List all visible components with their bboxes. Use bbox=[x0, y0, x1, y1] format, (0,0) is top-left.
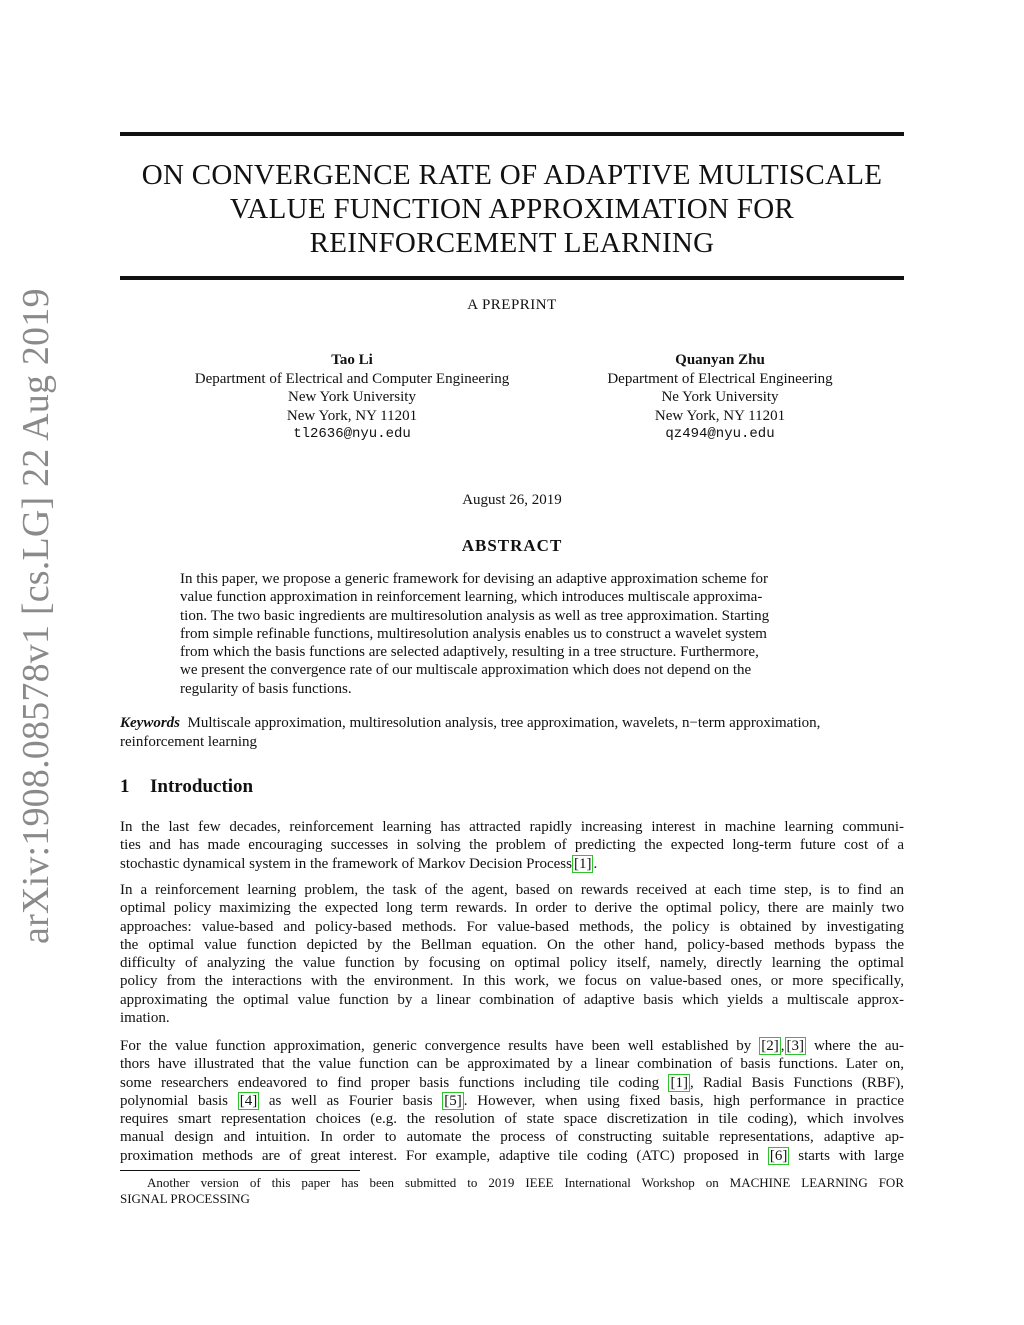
author-block bbox=[142, 351, 562, 444]
paragraph-line: difficulty of analyzing the value function by focusing on optimal policy itself, namely, directly learning the optimal bbox=[120, 955, 904, 972]
paragraph-text: For the value function approximation, generic convergence results have been well established by bbox=[120, 1038, 760, 1054]
author-location: New York, NY 11201 bbox=[654, 407, 786, 424]
author-block bbox=[510, 351, 930, 444]
footnote-line: SIGNAL PROCESSING bbox=[120, 1191, 250, 1206]
paragraph-line bbox=[120, 855, 904, 873]
arxiv-sidebar-stamp: arXiv:1908.08578v1 [cs.LG] 22 Aug 2019 bbox=[15, 288, 57, 944]
paragraph-text: where the au- bbox=[806, 1038, 904, 1054]
paragraph-line: In the last few decades, reinforcement learning has attracted rapidly increasing interest in machine learning communi- bbox=[120, 819, 904, 835]
citation-link[interactable]: [5] bbox=[444, 1092, 462, 1109]
title-top-rule bbox=[120, 132, 904, 136]
citation-link[interactable]: [1] bbox=[573, 855, 592, 872]
title-line: REINFORCEMENT LEARNING bbox=[309, 227, 715, 259]
footnote-line: Another version of this paper has been submitted to 2019 IEEE International Workshop on MACHINE LEARNING FOR bbox=[147, 1175, 904, 1190]
paragraph-text: , Radial Basis Functions (RBF), bbox=[689, 1074, 904, 1091]
intro-paragraph-1 bbox=[120, 818, 904, 873]
abstract-line: In this paper, we propose a generic framework for devising an adaptive approximation scheme for bbox=[180, 571, 768, 587]
author-name: Tao Li bbox=[331, 352, 373, 368]
paragraph-line: manual design and intuition. In order to automate the process of constructing suitable representations, adaptive ap- bbox=[120, 1129, 904, 1146]
paragraph-text: , bbox=[780, 1038, 785, 1054]
abstract-line: from simple refinable functions, multiresolution analysis enables us to construct a wavelet system bbox=[180, 625, 767, 642]
paper-date: August 26, 2019 bbox=[462, 492, 562, 508]
paragraph-text: . However, when using fixed basis, high performance in practice bbox=[463, 1092, 904, 1109]
citation-link[interactable]: [3] bbox=[786, 1038, 804, 1054]
paragraph-line bbox=[120, 1037, 904, 1055]
footnote bbox=[120, 1175, 904, 1207]
paragraph-line: In a reinforcement learning problem, the task of the agent, based on rewards received at each time step, is to find an bbox=[120, 882, 904, 898]
section-title: Introduction bbox=[150, 776, 254, 797]
section-heading-introduction bbox=[120, 776, 253, 798]
paragraph-text: . bbox=[593, 855, 598, 872]
paragraph-text: stochastic dynamical system in the framework of Markov Decision Process bbox=[120, 855, 572, 872]
preprint-label: A PREPRINT bbox=[467, 297, 557, 313]
author-university: New York University bbox=[288, 389, 416, 405]
abstract-heading: ABSTRACT bbox=[461, 536, 563, 555]
citation-link[interactable]: [2] bbox=[761, 1038, 779, 1054]
footnote-rule bbox=[120, 1170, 360, 1171]
abstract-line: we present the convergence rate of our multiscale approximation which does not depend on the bbox=[180, 662, 752, 679]
paragraph-text: polynomial basis bbox=[120, 1092, 238, 1109]
author-email[interactable]: tl2636@nyu.edu bbox=[293, 426, 411, 442]
title-bottom-rule bbox=[120, 276, 904, 280]
paragraph-line: thors have illustrated that the value function can be approximated by a linear combination of basis functions. Later on, bbox=[120, 1056, 904, 1073]
keywords-label: Keywords bbox=[120, 715, 180, 731]
paragraph-line: the optimal value function depicted by the Bellman equation. On the other hand, policy-based methods bypass the bbox=[120, 936, 904, 953]
author-department: Department of Electrical and Computer Engineering bbox=[194, 370, 510, 387]
abstract-line: value function approximation in reinforcement learning, which introduces multiscale approxima- bbox=[180, 589, 763, 606]
paragraph-line: imation. bbox=[120, 1010, 170, 1027]
paragraph-text: some researchers endeavored to find proper basis functions including tile coding bbox=[120, 1074, 669, 1091]
author-email[interactable]: qz494@nyu.edu bbox=[665, 426, 775, 442]
paragraph-line bbox=[120, 1147, 904, 1165]
paragraph-line bbox=[120, 1074, 904, 1092]
paragraph-line: optimal policy maximizing the expected long term rewards. In order to derive the optimal policy, there are mainly two bbox=[120, 900, 904, 917]
paragraph-line: ties and has made encouraging successes in solving the problem of predicting the expected long-term future cost of a bbox=[120, 837, 904, 854]
citation-link[interactable]: [1] bbox=[670, 1074, 688, 1091]
keywords-list-continued: reinforcement learning bbox=[120, 733, 258, 750]
paragraph-text: as well as Fourier basis bbox=[259, 1092, 443, 1109]
title-line: ON CONVERGENCE RATE OF ADAPTIVE MULTISCALE bbox=[141, 159, 883, 191]
abstract-line: regularity of basis functions. bbox=[180, 680, 352, 697]
paragraph-line: approximating the optimal value function by a linear combination of adaptive basis which yields a multiscale approx- bbox=[120, 991, 904, 1008]
abstract-line: from which the basis functions are selected adaptively, resulting in a tree structure. Furthermore, bbox=[180, 644, 759, 661]
paragraph-line: policy from the interactions with the environment. In this work, we focus on value-based ones, or more specifically, bbox=[120, 973, 904, 990]
intro-paragraph-2 bbox=[120, 881, 904, 1027]
paper-title bbox=[120, 158, 904, 260]
section-number: 1 bbox=[120, 776, 130, 797]
author-department: Department of Electrical Engineering bbox=[607, 370, 833, 387]
abstract-body bbox=[180, 570, 844, 698]
citation-link[interactable]: [4] bbox=[239, 1092, 258, 1109]
paragraph-line: approaches: value-based and policy-based methods. For value-based methods, the policy is obtained by investigating bbox=[120, 918, 904, 935]
paragraph-line: requires smart representation choices (e.g. the resolution of state space discretization in tile coding), which involves bbox=[120, 1111, 904, 1128]
citation-link[interactable]: [6] bbox=[769, 1147, 788, 1164]
author-location: New York, NY 11201 bbox=[286, 407, 418, 424]
keywords-list: Multiscale approximation, multiresolution analysis, tree approximation, wavelets, n−term approximation, bbox=[187, 715, 821, 731]
paragraph-text: proximation methods are of great interest. For example, adaptive tile coding (ATC) proposed in bbox=[120, 1147, 768, 1164]
author-name: Quanyan Zhu bbox=[675, 352, 765, 368]
keywords bbox=[120, 714, 904, 751]
paragraph-text: starts with large bbox=[789, 1147, 904, 1164]
paragraph-line bbox=[120, 1092, 904, 1110]
author-university: Ne York University bbox=[661, 389, 779, 405]
intro-paragraph-3 bbox=[120, 1037, 904, 1165]
title-line: VALUE FUNCTION APPROXIMATION FOR bbox=[229, 193, 795, 225]
abstract-line: tion. The two basic ingredients are multiresolution analysis as well as tree approximation. Starting bbox=[180, 607, 770, 624]
